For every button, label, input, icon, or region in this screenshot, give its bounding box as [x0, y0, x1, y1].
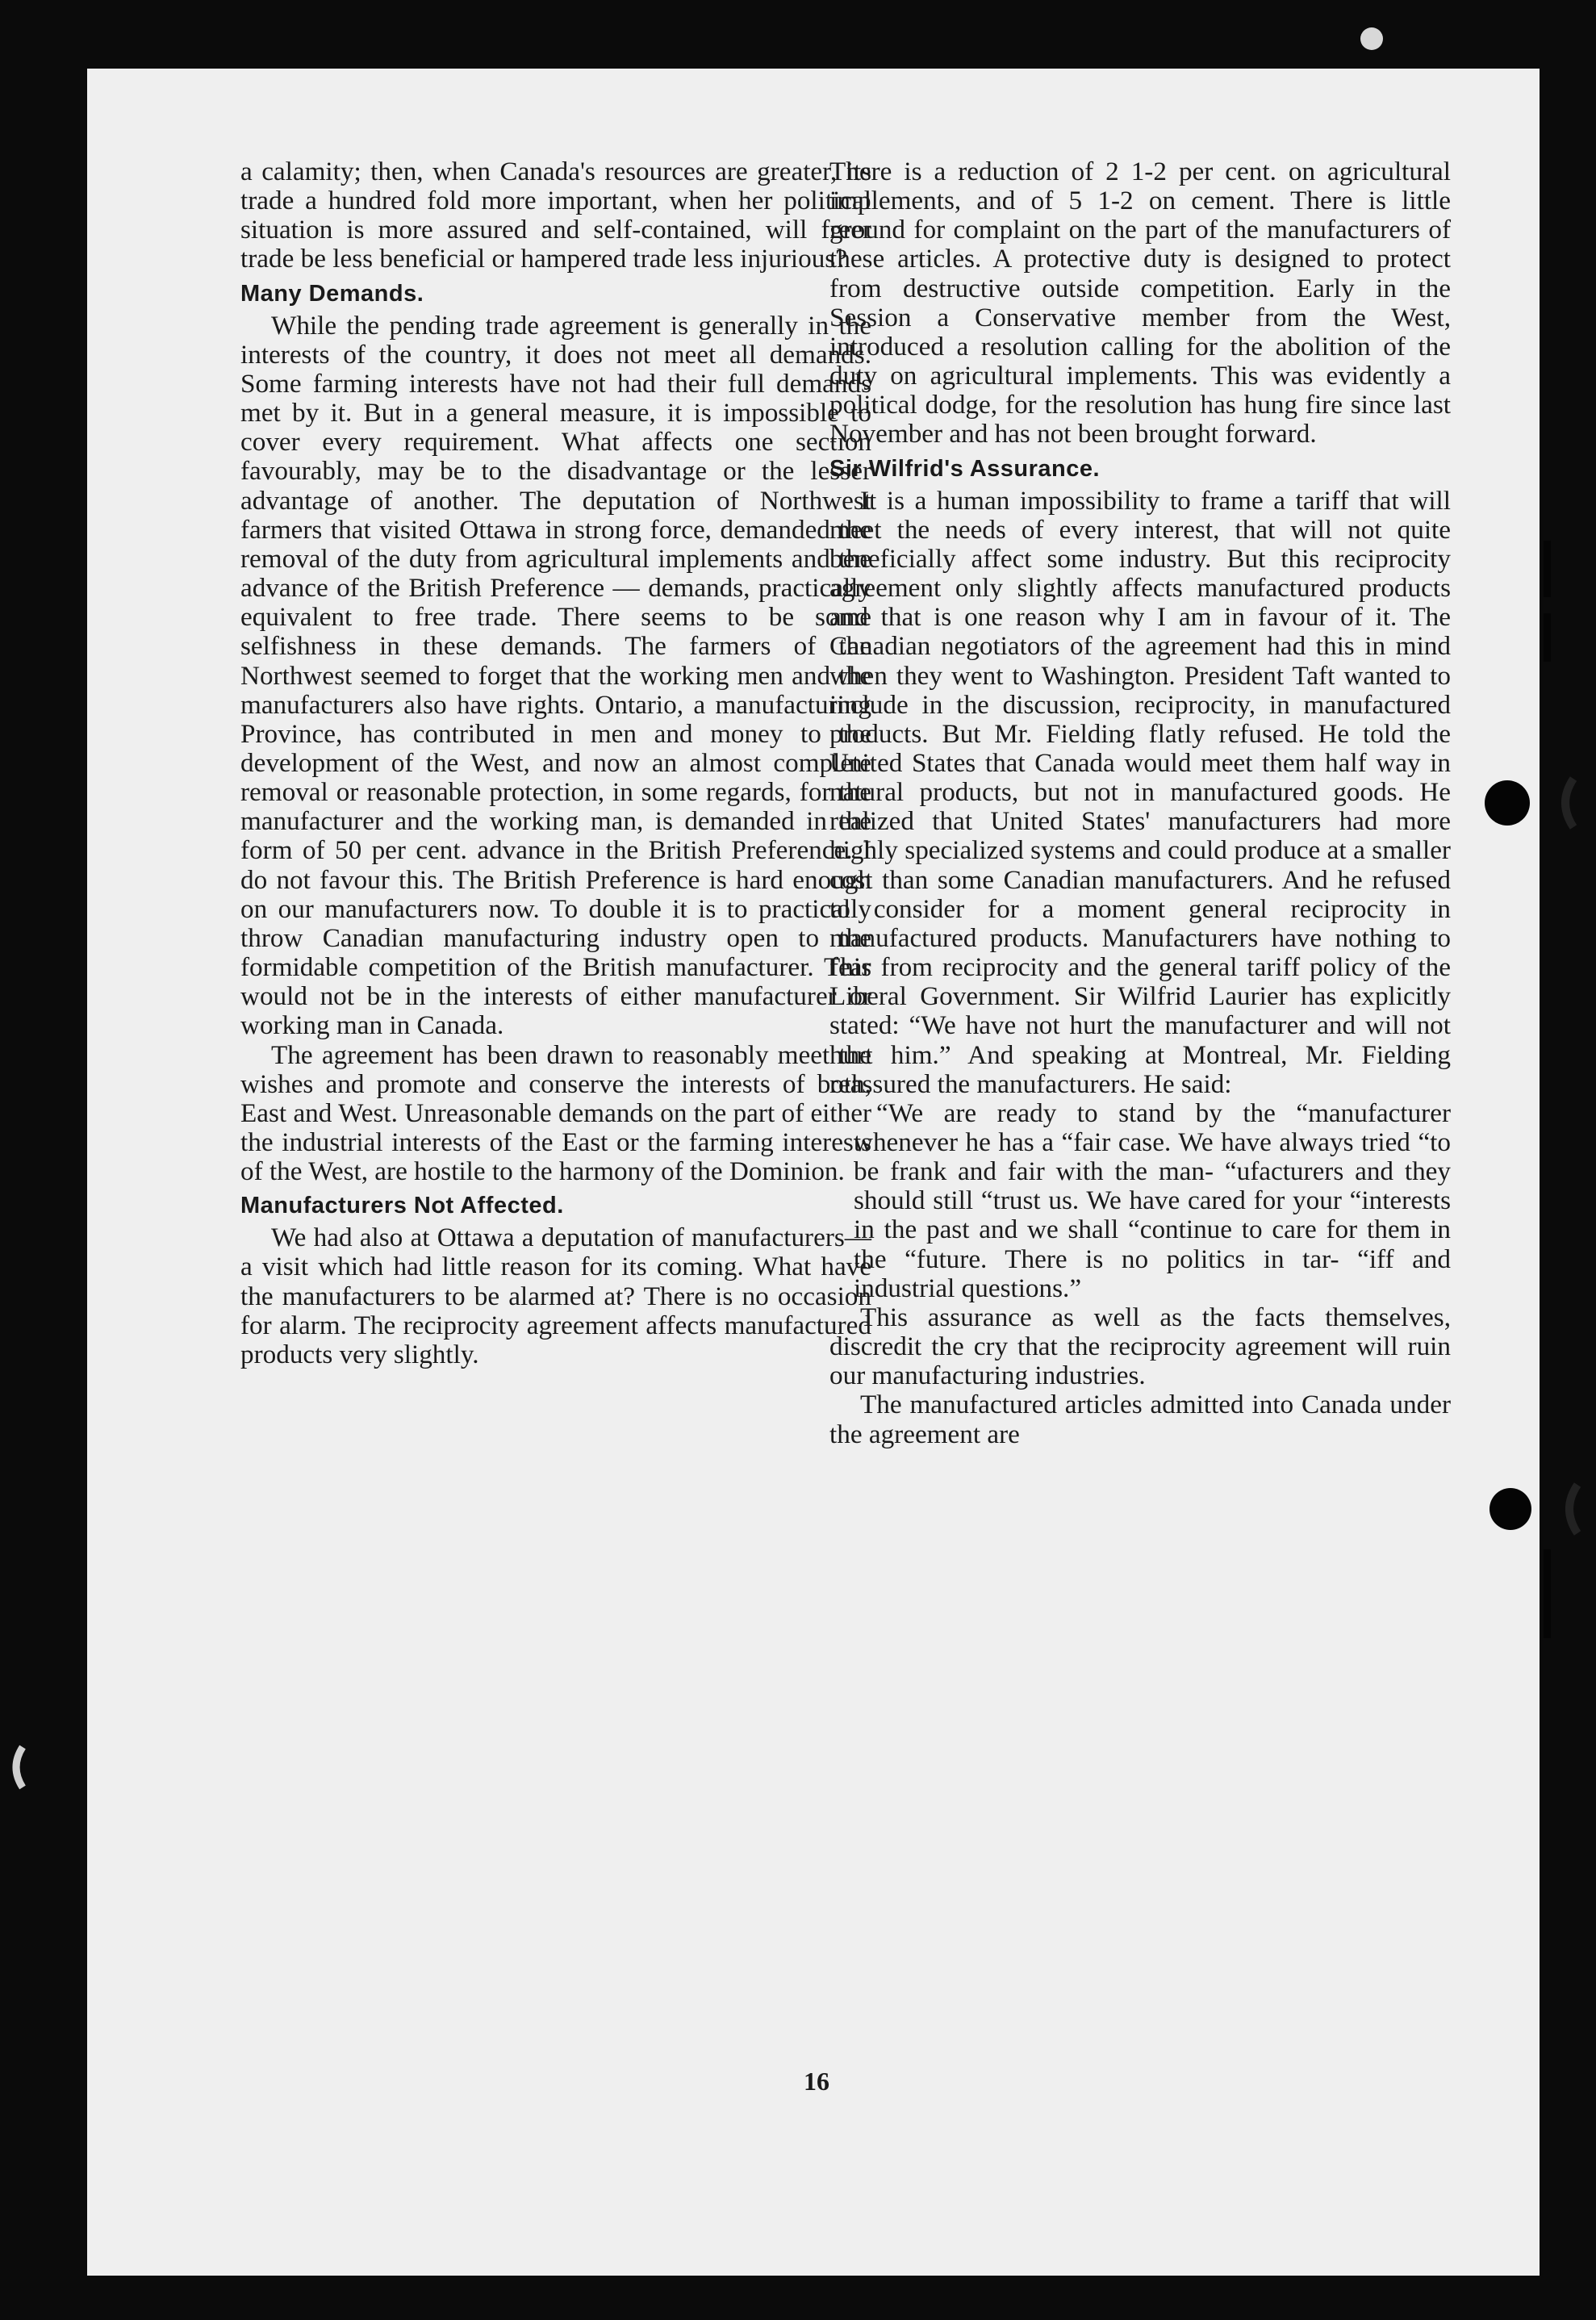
paragraph: While the pending trade agreement is generally in the interests of the country, it does not meet all demands. Some farming interests have not had their full demands met by it. But in a general measure, it is impossible to cover every requirement. What affects one section favourably, may be to the disadvantage or the lesser advantage of another. The deputation of Northwest farmers that visited Ottawa in strong force, demanded the removal of the duty from agricultural implements and the advance of the British Preference — demands, practically equivalent to free trade. There seems to be some selfishness in these demands. The farmers of the Northwest seemed to forget that the working men and the manufacturers also have rights. Ontario, a manufacturing Province, has contributed in men and money to the development of the West, and now an almost complete removal or reasonable protection, in some regards, for the manufacturer and the working man, is demanded in the form of 50 per cent. advance in the British Preference. I do not favour this. The British Preference is hard enough on our manufacturers now. To double it is to practically throw Canadian manufacturing industry open to the formidable competition of the British manufacturer. This would not be in the interests of either manufacturer or working man in Canada. [240, 310, 871, 1041]
block-quote: “We are ready to stand by the “manufacturer whenever he has a “fair case. We have always tried “to be frank and fair with the man- “ufacturers and they should still “trust us. We have cared for your “interests in the past and we shall “continue to care for them in the “future. There is no politics in tar- “iff and industrial questions.” [854, 1097, 1451, 1303]
paragraph: a calamity; then, when Canada's resources are greater, its trade a hundred fold more important, when her political situation is more assured and self-contained, will freer trade be less beneficial or hampered trade less injurious? [240, 157, 871, 274]
section-heading: Sir Wilfrid's Assurance. [829, 455, 1101, 482]
edge-mark [1544, 613, 1551, 662]
hole-mark [1569, 1485, 1577, 1533]
section-heading: Many Demands. [240, 280, 424, 307]
page-number: 16 [804, 2067, 829, 2096]
paragraph: This assurance as well as the facts themselves, discredit the cry that the reciprocity agreement will ruin our manufacturing industries. [829, 1302, 1451, 1391]
edge-mark [16, 1747, 23, 1787]
hole-mark [1485, 780, 1530, 826]
paragraph: There is a reduction of 2 1-2 per cent. on agricultural implements, and of 5 1-2 on cement. There is little ground for complaint on the part of the manufacturers of these articles. A protective duty is designed to protect from destructive outside competition. Early in the Session a Conservative member from the West, introduced a resolution calling for the abolition of the duty on agricultural implements. This was evidently a political dodge, for the resolution has hung fire since last November and has not been brought forward. [829, 157, 1451, 449]
edge-mark [1360, 27, 1383, 50]
paragraph: It is a human impossibility to frame a tariff that will meet the needs of every interest, that will not quite beneficially affect some industry. But this reciprocity agreement only slightly affects manufactured products and that is one reason why I am in favour of it. The Canadian negotiators of the agreement had this in mind when they went to Washington. President Taft wanted to include in the discussion, reciprocity, in manufactured products. But Mr. Fielding flatly refused. He told the United States that Canada would meet them half way in natural products, but not in manufactured goods. He realized that United States' manufacturers had more highly specialized systems and could produce at a smaller cost than some Canadian manufacturers. And he refused to consider for a moment general reciprocity in manufactured products. Manufacturers have nothing to fear from reciprocity and the general tariff policy of the Liberal Government. Sir Wilfrid Laurier has explicitly stated: “We have not hurt the manufacturer and will not hurt him.” And speaking at Montreal, Mr. Fielding reassured the manufacturers. He said: [829, 485, 1451, 1099]
paragraph: We had also at Ottawa a deputation of manufacturers—a visit which had little reason for its coming. What have the manufacturers to be alarmed at? There is no occasion for alarm. The reciprocity agreement affects manufactured products very slightly. [240, 1223, 871, 1369]
hole-mark [1565, 779, 1573, 827]
edge-mark [1544, 1598, 1551, 1638]
paragraph: The agreement has been drawn to reasonably meet the wishes and promote and conserve the interests of both, East and West. Unreasonable demands on the part of either the industrial interests of the East or the farming interests of the West, are hostile to the harmony of the Dominion. [240, 1039, 871, 1187]
section-heading: Manufacturers Not Affected. [240, 1193, 564, 1219]
edge-mark [1544, 1549, 1551, 1606]
hole-mark [1489, 1488, 1531, 1530]
paragraph: The manufactured articles admitted into Canada under the agreement are [829, 1390, 1451, 1449]
edge-mark [1544, 541, 1551, 597]
